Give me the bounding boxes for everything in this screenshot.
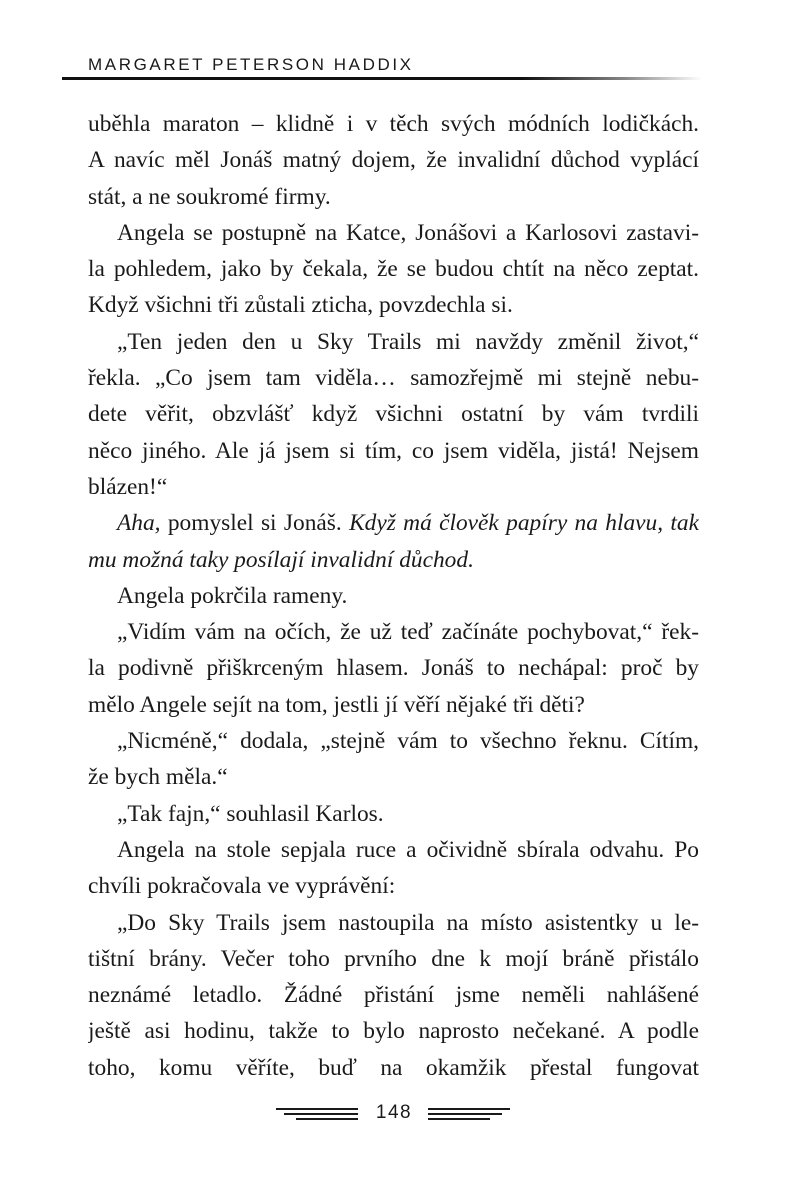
text-line-mixed — [88, 505, 699, 541]
roman-segment: pomyslel si Jonáš. — [160, 510, 350, 537]
text-line: uběhla maraton – klidně i v těch svých módních lodičkách. — [88, 111, 699, 137]
text-line: Angela se postupně na Katce, Jonášovi a Karlosovi zastavi- — [117, 219, 699, 246]
text-line: „Ten jeden den u Sky Trails mi navždy změnil život,“ — [117, 328, 699, 355]
text-line: něco jiného. Ale já jsem si tím, co jsem viděla, jistá! Nejsem — [88, 437, 699, 464]
text-line: stát, a ne soukromé firmy. — [88, 183, 331, 210]
text-line: la pohledem, jako by čekala, že se budou chtít na něco zeptat. — [88, 256, 699, 283]
header-rule — [62, 77, 702, 80]
text-line: Když všichni tři zůstali zticha, povzdechla si. — [88, 292, 513, 319]
text-line: Angela pokrčila rameny. — [117, 582, 348, 609]
text-line: la podivně přiškrceným hlasem. Jonáš to nechápal: proč by — [88, 655, 699, 682]
page-number: 148 — [375, 1102, 413, 1123]
text-line: dete věřit, obzvlášť když všichni ostatní by vám tvrdili — [88, 401, 699, 428]
text-line: toho, komu věříte, buď na okamžik přestal fungovat — [88, 1054, 699, 1081]
text-line: mělo Angele sejít na tom, jestli jí věří nějaké tři děti? — [88, 691, 585, 718]
text-line: že bych měla.“ — [88, 764, 228, 791]
folio-ornament-left — [276, 1105, 358, 1123]
text-line: A navíc měl Jonáš matný dojem, že invalidní důchod vyplácí — [88, 147, 699, 174]
text-line: „Tak fajn,“ souhlasil Karlos. — [117, 800, 384, 827]
body-text — [88, 106, 699, 1086]
text-line: ještě asi hodinu, takže to bylo naprosto nečekané. A podle — [88, 1018, 699, 1045]
text-line: neznámé letadlo. Žádné přistání jsme neměli nahlášené — [88, 982, 699, 1009]
text-line: Angela na stole sepjala ruce a očividně sbírala odvahu. Po — [117, 836, 699, 863]
text-line: „Nicméně,“ dodala, „stejně vám to všechno řeknu. Cítím, — [117, 728, 699, 755]
page-footer — [0, 1100, 785, 1130]
folio-ornament-right — [428, 1105, 510, 1123]
text-line: „Vidím vám na očích, že už teď začínáte pochybovat,“ řek- — [117, 619, 699, 646]
text-line: chvíli pokračovala ve vyprávění: — [88, 873, 396, 900]
text-line: mu možná taky posílají invalidní důchod. — [88, 546, 474, 573]
text-line: blázen!“ — [88, 473, 168, 500]
text-line: „Do Sky Trails jsem nastoupila na místo asistentky u le- — [117, 909, 699, 936]
text-line: řekla. „Co jsem tam viděla… samozřejmě mi stejně nebu- — [88, 365, 699, 392]
italic-segment: Když má člověk papíry na hlavu, tak — [349, 510, 699, 537]
running-header-author: MARGARET PETERSON HADDIX — [88, 55, 414, 74]
text-line: tištní brány. Večer toho prvního dne k mojí bráně přistálo — [88, 945, 699, 972]
italic-segment: Aha, — [117, 510, 161, 537]
